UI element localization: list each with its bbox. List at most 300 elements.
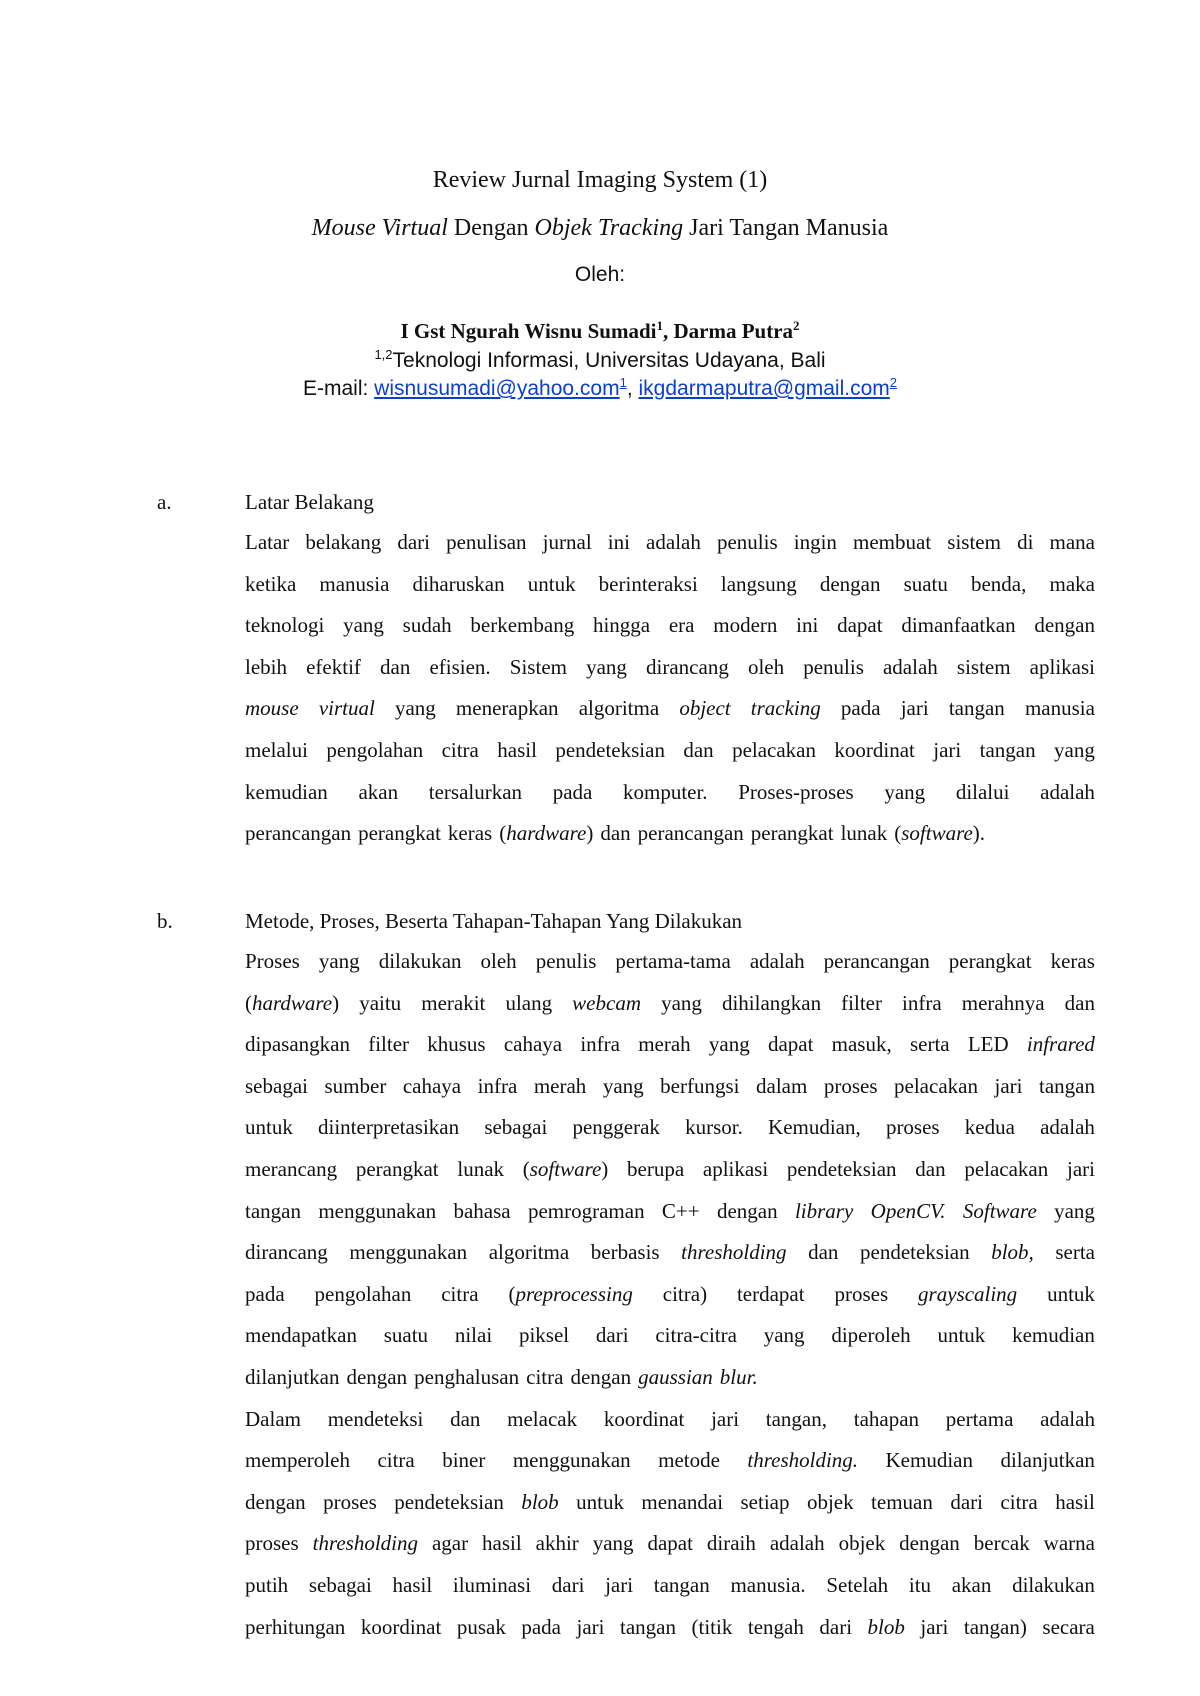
text-run: yang [592, 1531, 634, 1556]
text-run: di [1017, 530, 1034, 554]
word [315, 1274, 412, 1316]
author-sup-2: 2 [793, 318, 800, 333]
text-run: dengan [716, 1198, 778, 1223]
word [519, 1315, 569, 1357]
word [764, 1315, 805, 1357]
text-run: efisien. [429, 654, 491, 679]
word [722, 983, 821, 1025]
text-run: citra [441, 737, 479, 762]
text-run: ( [508, 1281, 516, 1306]
italic-term: software [901, 821, 973, 846]
text-run: dirancang [245, 1240, 328, 1265]
word [526, 1357, 563, 1399]
text-run: itu [908, 1572, 932, 1597]
word [709, 1024, 750, 1066]
email-label: E-mail: [302, 377, 375, 400]
word [591, 1232, 660, 1274]
text-run: yang [394, 696, 436, 721]
word [901, 688, 929, 730]
word [730, 1565, 805, 1607]
text-run: yang [602, 1073, 644, 1098]
word [318, 1191, 436, 1233]
text-run: pada [521, 1614, 561, 1639]
text-run: Setelah [826, 1572, 889, 1597]
text-run: memperoleh [245, 1448, 350, 1473]
text-run: Kemudian [885, 1448, 973, 1473]
word [608, 522, 630, 564]
text-run: untuk [937, 1323, 986, 1348]
word [620, 1607, 676, 1649]
text-run: adalah [749, 949, 805, 973]
word [980, 730, 1036, 772]
italic-term: OpenCV. [870, 1198, 946, 1223]
paragraph-line [245, 772, 1095, 814]
word [377, 1440, 414, 1482]
text-run: mendapatkan [245, 1323, 357, 1348]
text-run: menggunakan [318, 1198, 437, 1223]
paragraph-line [245, 1274, 1095, 1316]
text-run: serta [909, 1032, 950, 1057]
author-name-1: I Gst Ngurah Wisnu Sumadi [400, 319, 657, 343]
italic-term: mouse [245, 696, 299, 721]
word [593, 1523, 634, 1565]
text-run: warna [1043, 1531, 1095, 1556]
text-run: dilalui [955, 779, 1010, 804]
text-run: temuan [871, 1489, 933, 1514]
text-run: ) [601, 1156, 609, 1181]
text-run: Proses [245, 949, 300, 973]
word [824, 1066, 878, 1108]
text-run: tangan) [963, 1614, 1027, 1639]
word [964, 1607, 1027, 1649]
word [904, 564, 948, 606]
text-run: dan [1064, 990, 1095, 1015]
text-run: tangan [620, 1614, 676, 1639]
text-run: akhir [535, 1531, 579, 1556]
word [245, 1107, 293, 1149]
word [748, 647, 784, 689]
word [808, 1232, 838, 1274]
text-run: jari [994, 1073, 1023, 1098]
word [349, 1232, 467, 1274]
word [543, 522, 592, 564]
section-a-letter: a. [157, 490, 172, 514]
text-run: sumber [324, 1073, 387, 1098]
text-run: algoritma [488, 1240, 570, 1265]
text-run: nilai [454, 1323, 493, 1348]
text-run: perancangan [823, 949, 930, 973]
word [679, 688, 730, 730]
text-run: dimanfaatkan [901, 613, 1016, 638]
word [536, 941, 597, 983]
word [1030, 647, 1095, 689]
text-run: sebagai [484, 1115, 548, 1140]
paragraph-line [245, 1440, 1095, 1482]
word [403, 1066, 461, 1108]
word [952, 1565, 992, 1607]
text-run: hasil [482, 1531, 522, 1556]
by-label: Oleh: [574, 263, 626, 286]
word [853, 522, 931, 564]
text-run: tangan [245, 1198, 301, 1223]
word [528, 1191, 645, 1233]
text-run: untuk [1047, 1281, 1095, 1306]
word [412, 564, 504, 606]
word [245, 605, 324, 647]
text-run: bercak [973, 1531, 1030, 1556]
text-run: kemudian [245, 779, 328, 804]
text-run: dilakukan [378, 949, 462, 973]
text-run: masuk, [831, 1032, 892, 1057]
text-run: menandai [641, 1489, 724, 1514]
word [319, 564, 389, 606]
text-run: langsung [720, 571, 797, 596]
text-run: tengah [747, 1614, 804, 1639]
text-run: sistem [947, 530, 1001, 554]
text-run: manusia [1024, 696, 1095, 721]
text-run: dilanjutkan [245, 1364, 340, 1389]
affiliation-text: Teknologi Informasi, Universitas Udayana, Bali [392, 349, 826, 372]
word [819, 1607, 852, 1649]
text-run: objek [806, 1489, 854, 1514]
paragraph-line [245, 1565, 1095, 1607]
word [555, 730, 665, 772]
italic-term: gaussian [638, 1364, 713, 1389]
word [638, 1357, 713, 1399]
word [523, 1149, 609, 1191]
text-run: citra [441, 1281, 479, 1306]
word [245, 813, 351, 855]
word [442, 730, 479, 772]
word [837, 605, 882, 647]
text-run: C++ [661, 1198, 700, 1223]
text-run: penggerak [572, 1115, 660, 1140]
word [450, 1399, 480, 1441]
word [245, 1191, 301, 1233]
word [685, 1107, 743, 1149]
word [647, 1523, 692, 1565]
text-run: dapat [767, 1032, 814, 1057]
text-run: metode [658, 1448, 720, 1473]
italic-term: infrared [1026, 1032, 1095, 1057]
word [768, 1024, 813, 1066]
word [570, 1357, 631, 1399]
text-run: koordinat [834, 737, 915, 762]
text-run: oleh [480, 949, 517, 973]
word [421, 983, 485, 1025]
paragraph-line [245, 647, 1095, 689]
word [1044, 1523, 1095, 1565]
paragraph-line [245, 1066, 1095, 1108]
text-run: pada [245, 1281, 285, 1306]
text-run: mendeteksi [327, 1406, 424, 1431]
text-run: serta [1055, 1240, 1095, 1265]
text-run: kursor. [685, 1115, 743, 1140]
text-run: yang [1054, 1198, 1095, 1223]
email-sup-1: 1 [619, 375, 627, 390]
word [766, 1399, 827, 1441]
text-run: pemrograman [527, 1198, 645, 1223]
text-run: citra [377, 1448, 415, 1473]
text-run: proses [245, 1531, 299, 1556]
word [442, 1440, 485, 1482]
italic-term: blob, [991, 1240, 1034, 1265]
word [839, 1523, 886, 1565]
text-run: kemudian [1012, 1323, 1095, 1348]
word [902, 983, 942, 1025]
word [641, 1482, 723, 1524]
word [1000, 1482, 1037, 1524]
word [448, 813, 492, 855]
word [572, 1107, 659, 1149]
text-run: bahasa [453, 1198, 511, 1223]
text-run: pendeteksian [860, 1240, 970, 1265]
word [245, 1440, 350, 1482]
text-run: perancangan [245, 821, 352, 846]
text-run: khusus [427, 1032, 486, 1057]
word [1042, 1607, 1094, 1649]
word [513, 1440, 631, 1482]
italic-term: thresholding [312, 1531, 418, 1556]
text-run: perangkat [948, 949, 1032, 973]
word [359, 983, 401, 1025]
word [947, 522, 1001, 564]
text-run: diinterpretasikan [318, 1115, 460, 1140]
word [358, 772, 398, 814]
text-run: ( [894, 821, 902, 846]
word [974, 1523, 1030, 1565]
text-run: citra) [662, 1281, 708, 1306]
text-run: dari [551, 1572, 585, 1597]
word [453, 1191, 510, 1233]
word [397, 522, 430, 564]
text-run: adalah [646, 530, 701, 554]
word [871, 1191, 946, 1233]
italic-term: tracking [750, 696, 821, 721]
text-run: hasil [392, 1572, 433, 1597]
paragraph-line [245, 688, 1095, 730]
word [747, 1440, 858, 1482]
text-run: dipasangkan [245, 1032, 350, 1057]
word [950, 1482, 983, 1524]
word [717, 1191, 778, 1233]
italic-term: grayscaling [918, 1281, 1018, 1306]
text-run: maka [1049, 571, 1095, 596]
text-run: adalah [882, 654, 938, 679]
text-run: untuk [527, 571, 576, 596]
text-run: sebagai [308, 1572, 372, 1597]
text-run: dengan [1034, 613, 1095, 638]
word [1039, 1066, 1095, 1108]
email-separator: , [626, 377, 639, 400]
word [446, 522, 526, 564]
text-run: dan [808, 1240, 839, 1265]
word [245, 1274, 285, 1316]
word [820, 564, 881, 606]
word [528, 564, 576, 606]
affiliation-sup: 1,2 [374, 347, 393, 362]
word [245, 1066, 308, 1108]
word [586, 647, 627, 689]
text-run: putih [245, 1572, 289, 1597]
word [683, 730, 713, 772]
italic-term: thresholding [681, 1240, 787, 1265]
word [245, 1399, 301, 1441]
text-run: LED [967, 1032, 1009, 1057]
text-run: dari [595, 1323, 629, 1348]
section-b-title: Metode, Proses, Beserta Tahapan-Tahapan Yang Dilakukan [245, 909, 743, 933]
text-run: pelacakan [894, 1073, 978, 1098]
text-run: yang [586, 654, 627, 679]
text-run: perangkat [750, 821, 834, 846]
section-b-paragraph [245, 941, 1095, 1648]
text-run: untuk [576, 1489, 624, 1514]
word [453, 1565, 531, 1607]
word [868, 1607, 905, 1649]
email-link-2[interactable]: ikgdarmaputra@gmail.com [638, 377, 890, 400]
word [245, 772, 328, 814]
text-run: pengolahan [314, 1281, 412, 1306]
text-run: dapat [837, 613, 883, 638]
text-run: jari [933, 737, 962, 762]
word [655, 1315, 737, 1357]
word [692, 1607, 733, 1649]
text-run: dengan [245, 1489, 306, 1514]
text-run: berkembang [470, 613, 575, 638]
word [737, 1274, 805, 1316]
text-run: pusak [456, 1614, 506, 1639]
word [956, 772, 1010, 814]
word [481, 941, 517, 983]
paragraph-line [245, 1357, 1095, 1399]
word [658, 1440, 720, 1482]
text-run: dari [819, 1614, 853, 1639]
word [319, 688, 375, 730]
word [245, 564, 296, 606]
word [499, 813, 593, 855]
text-run: melalui [245, 737, 308, 762]
word [361, 1607, 441, 1649]
text-run: pada [840, 696, 881, 721]
text-run: merakit [421, 990, 486, 1015]
text-run: proses [323, 1489, 377, 1514]
text-run: hingga [592, 613, 651, 638]
word [748, 1607, 804, 1649]
word [661, 983, 702, 1025]
word [245, 647, 287, 689]
text-run: tangan [979, 737, 1036, 762]
text-run: diperoleh [831, 1323, 911, 1348]
word [380, 647, 410, 689]
word [918, 1274, 1017, 1316]
text-run: Proses-proses [738, 779, 854, 804]
word [603, 1066, 644, 1108]
word [579, 688, 659, 730]
word [660, 1066, 739, 1108]
text-run: benda, [970, 571, 1027, 596]
word [1049, 564, 1094, 606]
text-run: merancang [245, 1156, 338, 1181]
text-run: dihilangkan [721, 990, 822, 1015]
text-run: lunak [840, 821, 888, 846]
word [721, 564, 797, 606]
text-run: untuk [245, 1115, 293, 1140]
paragraph-line [245, 605, 1095, 647]
word [393, 1565, 433, 1607]
text-run: objek [838, 1531, 886, 1556]
word [968, 1024, 1009, 1066]
word [245, 522, 289, 564]
text-run: yaitu [359, 990, 402, 1015]
text-run: Dalam [245, 1406, 301, 1431]
text-run: Latar [245, 530, 290, 554]
paragraph-line [245, 983, 1095, 1025]
word [623, 772, 708, 814]
text-run: berupa [627, 1156, 685, 1181]
word [713, 605, 777, 647]
text-run: secara [1042, 1614, 1095, 1639]
text-run: hasil [497, 737, 537, 762]
word [669, 605, 695, 647]
text-run: filter [841, 990, 882, 1015]
text-run: infra [477, 1073, 518, 1098]
text-run: algoritma [578, 696, 660, 721]
paragraph-line [245, 564, 1095, 606]
text-run: jari [605, 1572, 634, 1597]
document-title: Review Jurnal Imaging System (1) [432, 167, 768, 193]
text-run: infra [902, 990, 942, 1015]
text-run: perangkat [355, 1156, 439, 1181]
word [909, 1565, 931, 1607]
word [441, 1274, 478, 1316]
text-run: setiap [740, 1489, 790, 1514]
word [627, 1149, 684, 1191]
text-run: dirancang [646, 654, 729, 679]
text-run: diraih [706, 1531, 756, 1556]
italic-term: Software [962, 1198, 1037, 1223]
paragraph-line [245, 813, 1095, 855]
word [1012, 1315, 1095, 1357]
text-run: tangan [948, 696, 1005, 721]
word [841, 688, 881, 730]
word [504, 1024, 562, 1066]
text-run: keras [447, 821, 493, 846]
word [756, 1066, 807, 1108]
paragraph-line [245, 1315, 1095, 1357]
text-run: pendeteksian [555, 737, 665, 762]
email-link-1[interactable]: wisnusumadi@yahoo.com [374, 377, 620, 400]
text-run: cahaya [402, 1073, 462, 1098]
text-run: lunak [457, 1156, 505, 1181]
text-run: dan [683, 737, 714, 762]
word [497, 730, 537, 772]
word [787, 1149, 897, 1191]
text-run: suatu [903, 571, 948, 596]
italic-term: hardware [252, 990, 333, 1015]
word [245, 941, 300, 983]
subtitle-italic-3: Objek Tracking [534, 215, 684, 241]
document-subtitle [0, 213, 1200, 243]
word [807, 1482, 854, 1524]
text-run: yang [661, 990, 702, 1015]
text-run: agar [431, 1531, 469, 1556]
word [507, 1399, 577, 1441]
word [794, 522, 837, 564]
text-run: mana [1049, 530, 1095, 554]
text-run: tahapan [853, 1406, 920, 1431]
italic-term: blob [521, 1489, 559, 1514]
word [457, 1149, 504, 1191]
